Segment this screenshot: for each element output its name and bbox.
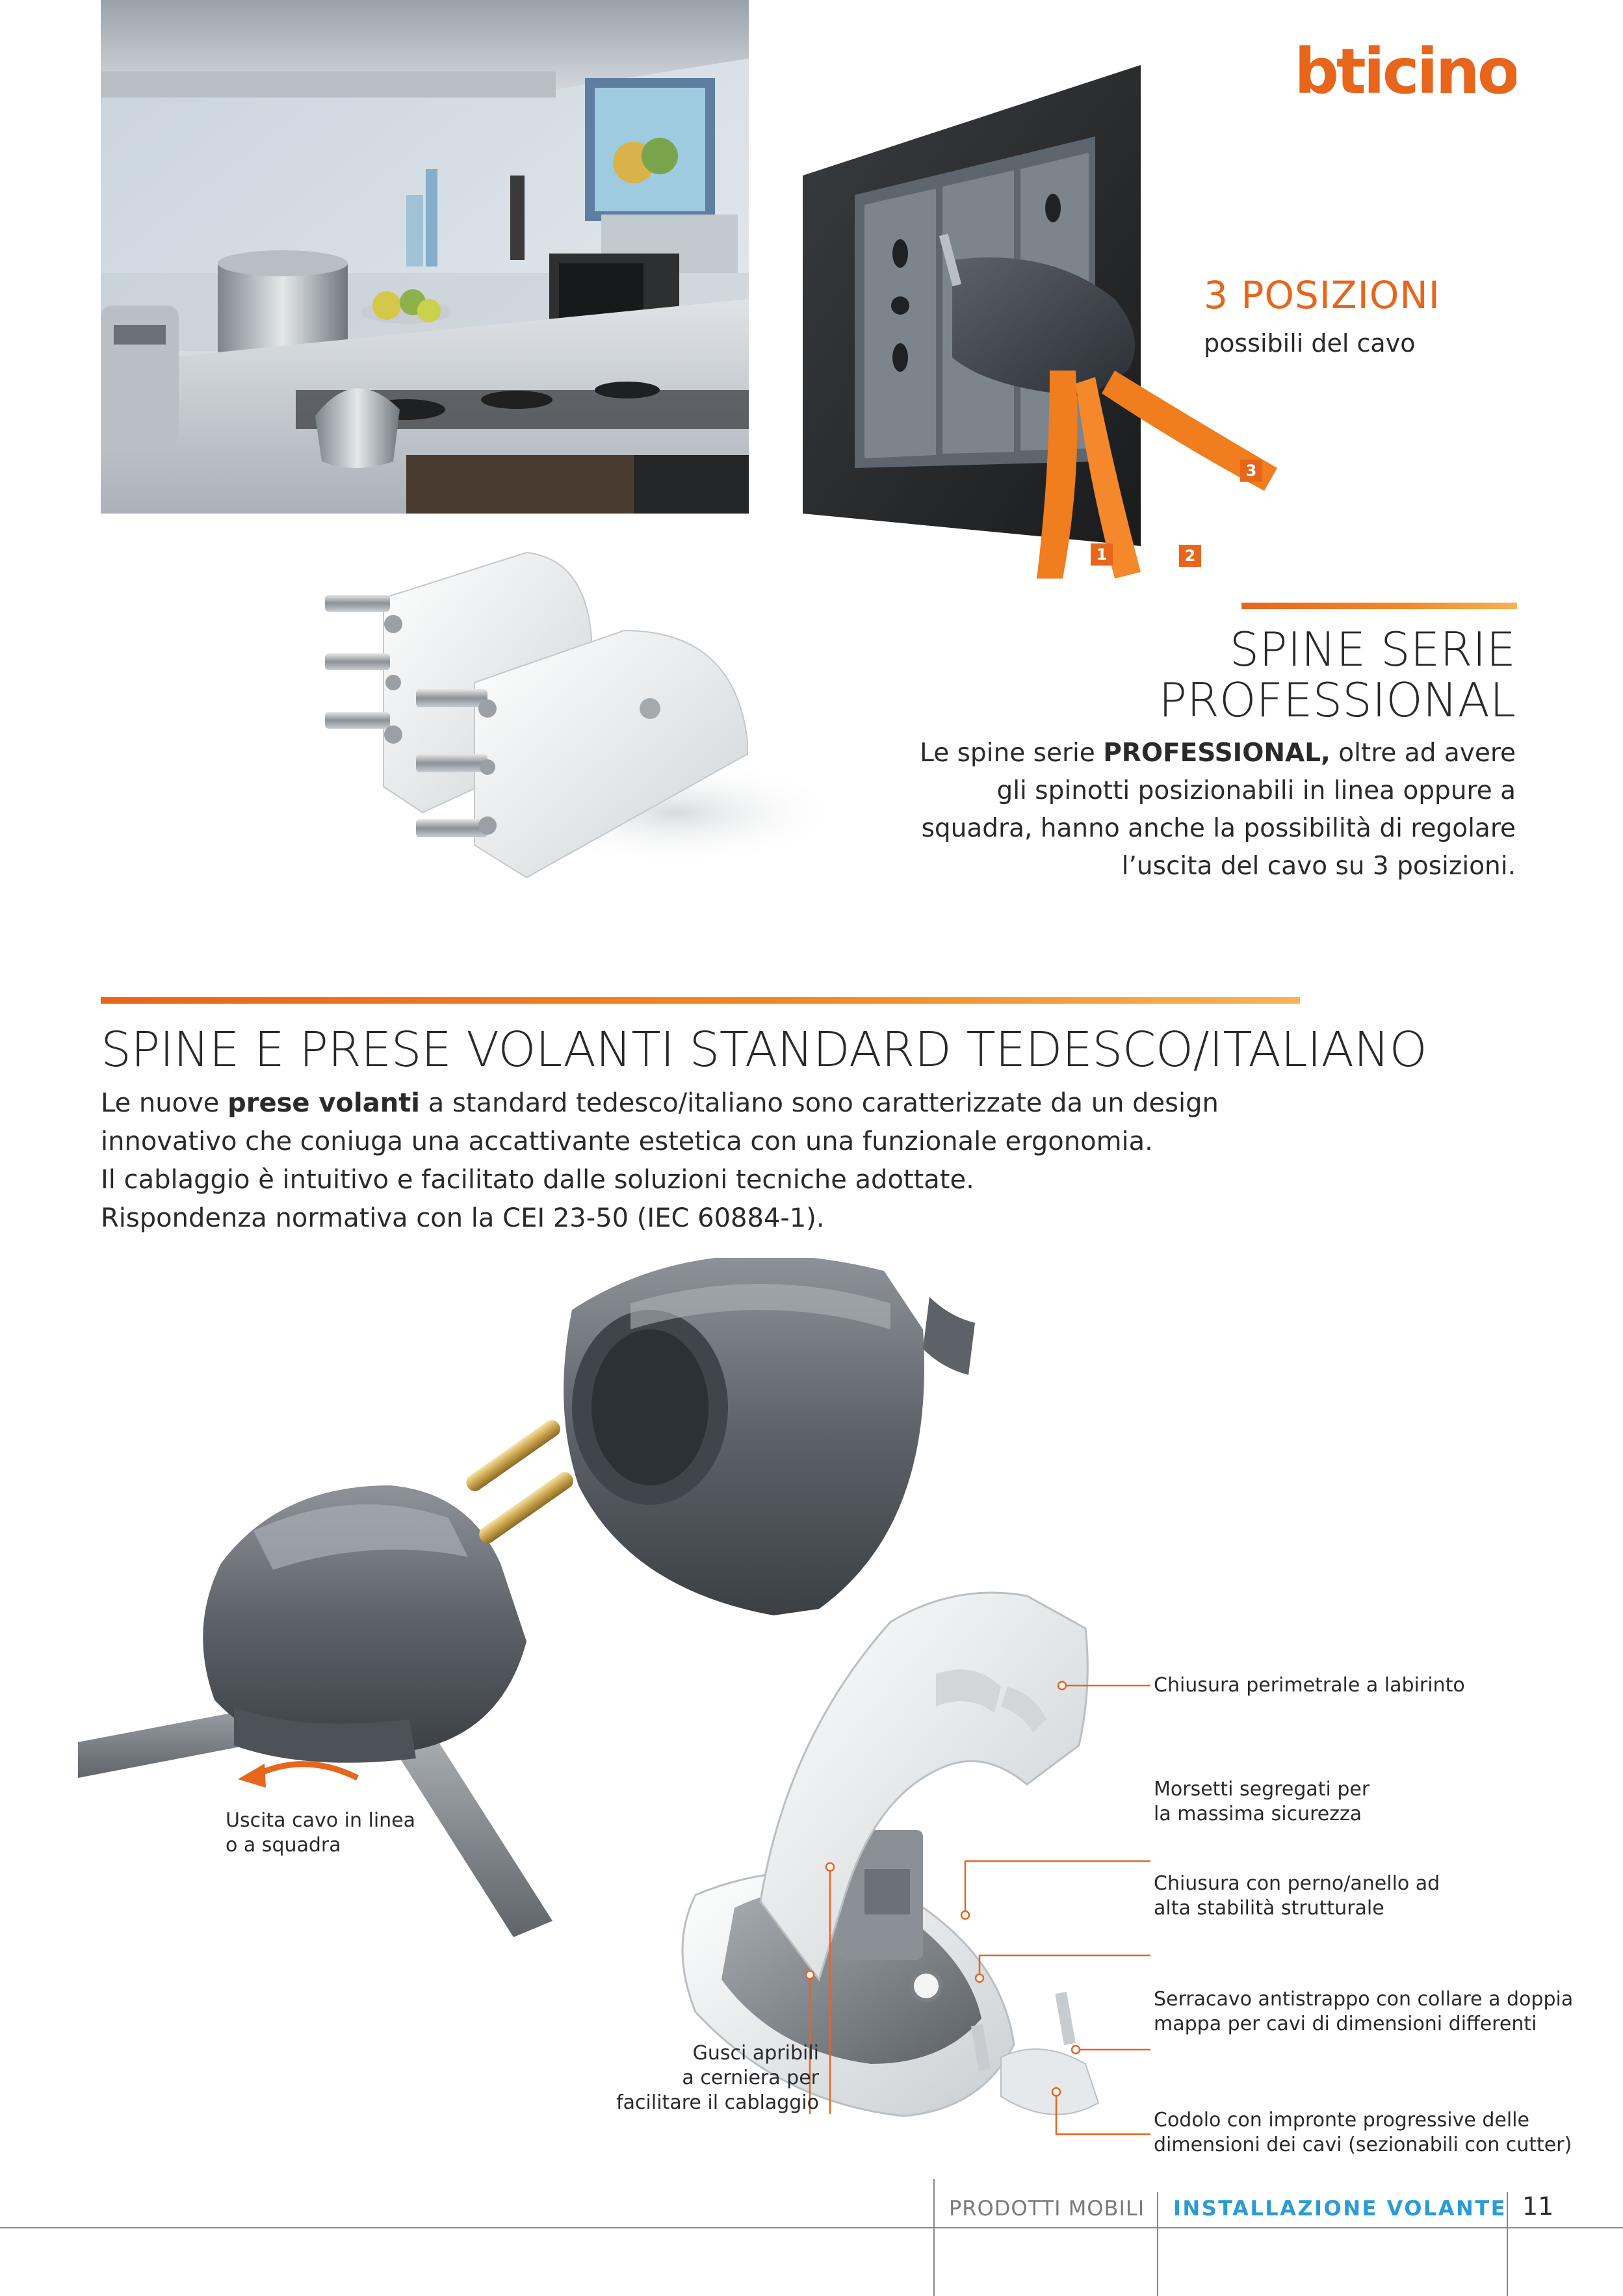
- position-badge-2: 2: [1179, 545, 1201, 567]
- callout-pin-ring-closure-line2: alta stabilità strutturale: [1154, 1897, 1384, 1920]
- professional-plugs-photo: [312, 540, 851, 917]
- main-section-description: [101, 1084, 1336, 1238]
- professional-title-line1: SPINE SERIE: [1229, 622, 1516, 677]
- text-segment-bold: prese volanti: [227, 1088, 420, 1118]
- footer-divider: [1157, 2192, 1158, 2296]
- footer-divider: [933, 2179, 935, 2296]
- professional-title: [1048, 624, 1516, 725]
- callout-cable-clamp: [1154, 1987, 1573, 2037]
- kitchen-photo: [101, 0, 749, 514]
- socket-with-plug-photo: [790, 65, 1284, 579]
- main-body-line1: [101, 1084, 1336, 1123]
- professional-description: [866, 735, 1516, 885]
- callout-cable-clamp-line2: mappa per cavi di dimensioni differenti: [1154, 2013, 1537, 2035]
- callout-hinged-shells-line1: Gusci apribili: [692, 2042, 819, 2065]
- main-body-line3: Il cablaggio è intuitivo e facilitato dalle soluzioni tecniche adottate.: [101, 1165, 974, 1195]
- callout-cable-exit-line1: Uscita cavo in linea: [226, 1809, 416, 1832]
- svg-text:bticino: bticino: [1295, 36, 1516, 107]
- callout-segregated-terminals-line1: Morsetti segregati per: [1154, 1778, 1370, 1801]
- main-body-line2: innovativo che coniuga una accattivante estetica con una funzionale ergonomia.: [101, 1127, 1153, 1156]
- footer-rule: [0, 2227, 1623, 2228]
- professional-body-line3: squadra, hanno anche la possibilità di regolare: [921, 814, 1516, 843]
- callout-labyrinth-closure: Chiusura perimetrale a labirinto: [1154, 1674, 1465, 1697]
- callout-cable-clamp-line1: Serracavo antistrappo con collare a doppia: [1154, 1988, 1574, 2011]
- callout-hinged-shells-line2: a cerniera per: [682, 2067, 819, 2089]
- callout-cable-exit: [226, 1808, 415, 1858]
- text-segment: Le spine serie: [920, 738, 1104, 768]
- text-segment: Le nuove: [101, 1088, 228, 1118]
- professional-body-line2: gli spinotti posizionabili in linea oppure a: [996, 776, 1516, 805]
- callout-progressive-tail: [1154, 2108, 1572, 2158]
- page-number: 11: [1522, 2192, 1554, 2221]
- positions-title: 3 POSIZIONI: [1204, 273, 1440, 317]
- callout-progressive-tail-line2: dimensioni dei cavi (sezionabili con cutter): [1154, 2133, 1572, 2156]
- callout-segregated-terminals-line2: la massima sicurezza: [1154, 1803, 1362, 1825]
- text-segment: oltre ad avere: [1330, 738, 1516, 768]
- main-body-line4: Rispondenza normativa con la CEI 23-50 (IEC 60884-1).: [101, 1203, 825, 1233]
- main-title-rule: [101, 997, 1300, 1004]
- schuko-plug-socket-illustration: [78, 1258, 1157, 2161]
- callout-segregated-terminals: [1154, 1777, 1370, 1827]
- main-section-title: SPINE E PRESE VOLANTI STANDARD TEDESCO/ITALIANO: [101, 1022, 1427, 1078]
- callout-hinged-shells: [559, 2041, 819, 2115]
- professional-title-rule: [1241, 603, 1517, 609]
- callout-pin-ring-closure: [1154, 1872, 1440, 1921]
- professional-body-line4: l’uscita del cavo su 3 posizioni.: [1121, 852, 1516, 881]
- professional-body-line1: [866, 735, 1516, 772]
- callout-cable-exit-line2: o a squadra: [226, 1834, 341, 1857]
- callout-pin-ring-closure-line1: Chiusura con perno/anello ad: [1154, 1872, 1440, 1895]
- positions-subtitle: possibili del cavo: [1204, 329, 1416, 358]
- callout-hinged-shells-line3: facilitare il cablaggio: [616, 2091, 819, 2114]
- footer-divider: [1507, 2192, 1508, 2296]
- footer-section: INSTALLAZIONE VOLANTE: [1173, 2196, 1507, 2221]
- text-segment: a standard tedesco/italiano sono caratterizzate da un design: [420, 1088, 1219, 1118]
- professional-title-line2: PROFESSIONAL: [1158, 673, 1516, 727]
- text-segment-bold: PROFESSIONAL,: [1103, 738, 1331, 768]
- callout-progressive-tail-line1: Codolo con impronte progressive delle: [1154, 2109, 1529, 2132]
- position-badge-3: 3: [1240, 460, 1262, 482]
- footer-category: PRODOTTI MOBILI: [949, 2196, 1145, 2221]
- bticino-logo: [1295, 36, 1516, 107]
- position-badge-1: 1: [1091, 543, 1113, 566]
